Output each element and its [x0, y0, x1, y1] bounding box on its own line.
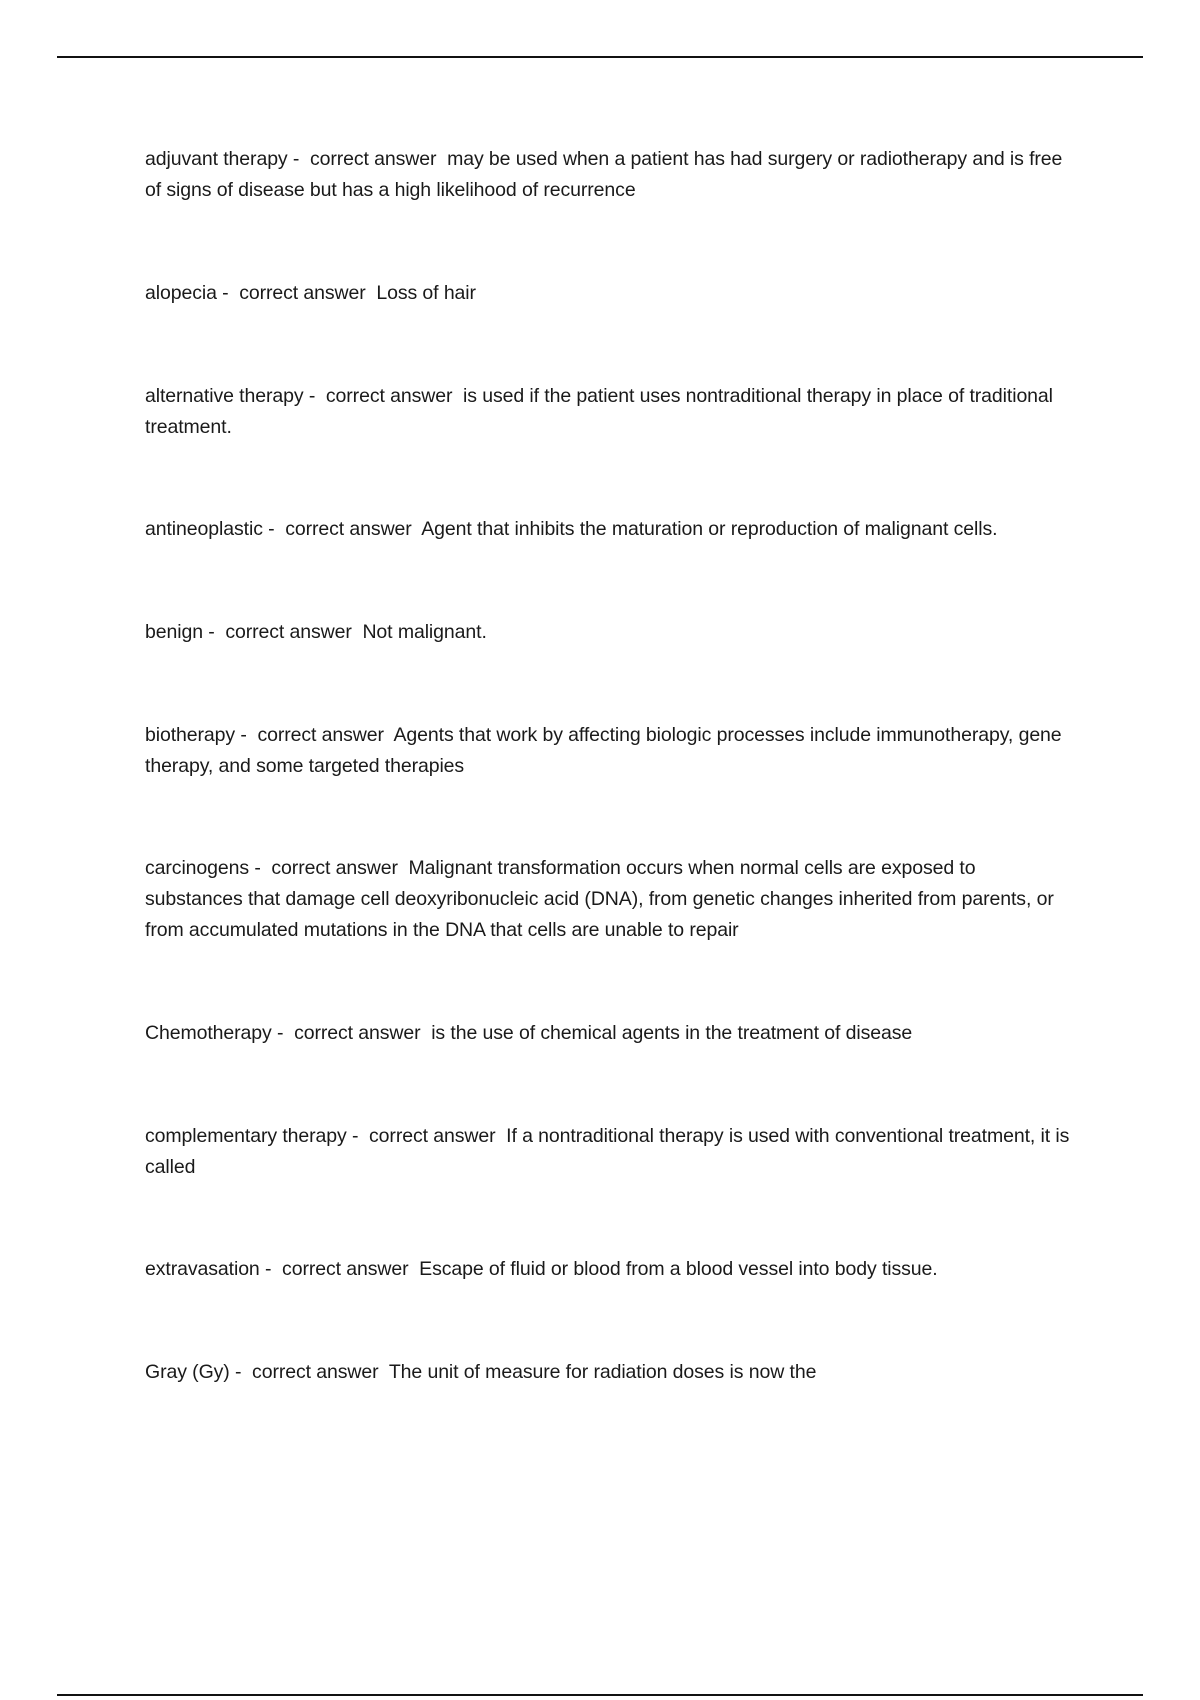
flashcard-entry [145, 1357, 1075, 1388]
definition: Not malignant. [362, 621, 487, 643]
definition: The unit of measure for radiation doses is now the [388, 1361, 817, 1383]
separator: - [202, 621, 226, 643]
answer-label: correct answer [225, 621, 352, 643]
answer-label: correct answer [257, 724, 384, 746]
answer-label: correct answer [285, 518, 412, 540]
flashcard-entry [145, 381, 1075, 443]
flashcard-entry [145, 278, 1075, 309]
separator: - [216, 282, 240, 304]
separator: - [259, 1258, 283, 1280]
definition: Escape of fluid or blood from a blood vessel into body tissue. [419, 1258, 938, 1280]
term: alternative therapy [145, 385, 304, 407]
answer-label: correct answer [239, 282, 366, 304]
definition: is the use of chemical agents in the treatment of disease [431, 1022, 913, 1044]
definition: Malignant transformation occurs when normal cells are exposed to substances that damage cell deoxyribonucleic acid (DNA), from genetic changes inherited from parents, or from accumulated mutations in the DNA that cells are unable to repair [145, 857, 1054, 941]
term: complementary therapy [145, 1125, 347, 1147]
answer-label: correct answer [369, 1125, 496, 1147]
definition: Agent that inhibits the maturation or reproduction of malignant cells. [421, 518, 998, 540]
flashcard-entry [145, 1254, 1075, 1285]
definition: Loss of hair [376, 282, 476, 304]
flashcard-entry [145, 617, 1075, 648]
separator: - [262, 518, 286, 540]
flashcard-entry [145, 720, 1075, 782]
term: benign [145, 621, 203, 643]
flashcard-entry [145, 1018, 1075, 1049]
answer-label: correct answer [294, 1022, 421, 1044]
answer-label: correct answer [252, 1361, 379, 1383]
term: biotherapy [145, 724, 236, 746]
flashcard-entry [145, 1121, 1075, 1183]
flashcard-entry [145, 853, 1075, 946]
term: alopecia [145, 282, 217, 304]
answer-label: correct answer [271, 857, 398, 879]
flashcard-entry [145, 514, 1075, 545]
footer-rule [57, 1694, 1143, 1696]
separator: - [249, 857, 272, 879]
separator: - [303, 385, 326, 407]
term: extravasation [145, 1258, 260, 1280]
separator: - [287, 148, 310, 170]
separator: - [346, 1125, 370, 1147]
flashcard-entry [145, 144, 1075, 206]
separator: - [271, 1022, 295, 1044]
definition: Agents that work by affecting biologic processes include immunotherapy, gene therapy, and some targeted therapies [145, 724, 1062, 777]
term: adjuvant therapy [145, 148, 288, 170]
answer-label: correct answer [325, 385, 453, 407]
term: Chemotherapy [145, 1022, 272, 1044]
term: antineoplastic [145, 518, 263, 540]
definition: is used if the patient uses nontraditional therapy in place of traditional treatment. [145, 385, 1053, 438]
term: Gray (Gy) [145, 1361, 230, 1383]
term: carcinogens [145, 857, 250, 879]
header-rule [57, 56, 1143, 58]
separator: - [229, 1361, 253, 1383]
answer-label: correct answer [309, 148, 437, 170]
definition: may be used when a patient has had surgery or radiotherapy and is free of signs of disease but has a high likelihood of recurrence [145, 148, 1063, 201]
separator: - [235, 724, 258, 746]
answer-label: correct answer [282, 1258, 409, 1280]
definition: If a nontraditional therapy is used with conventional treatment, it is called [145, 1125, 1070, 1178]
